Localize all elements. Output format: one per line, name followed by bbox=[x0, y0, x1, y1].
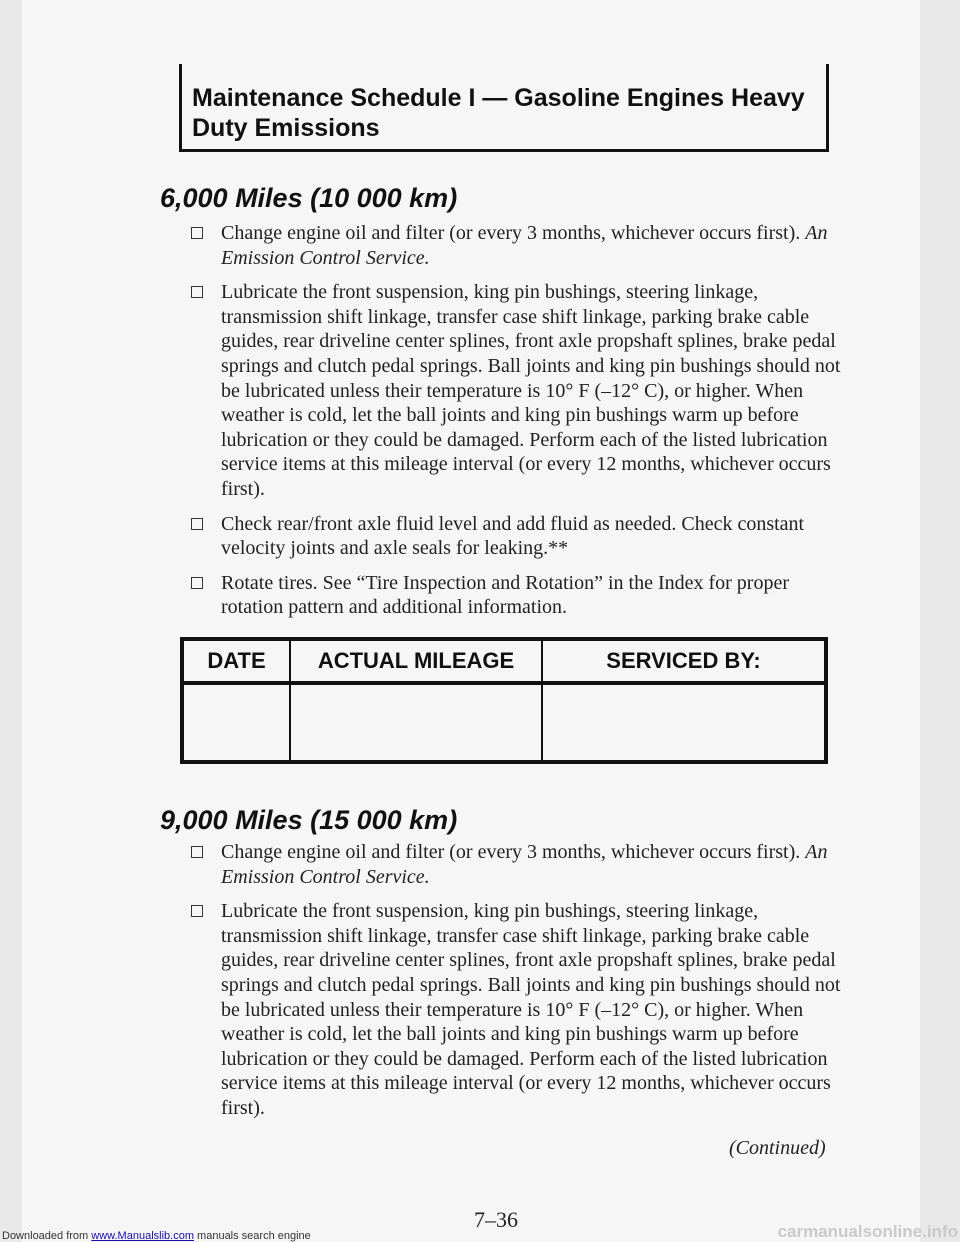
section-heading-9000: 9,000 Miles (15 000 km) bbox=[160, 805, 458, 835]
list-item: Lubricate the front suspension, king pin bushings, steering linkage, transmission shift linkage, transfer case shift linkage, parking brake cable guides, rear driveline center splines, front axle propshaft splines, brake pedal springs and clutch pedal springs. Ball joints and king pin bushings should not be lubricated unless their temperature is 10° F (–12° C), or higher. When weather is cold, let the ball joints and king pin bushings warm up before lubrication or they could be damaged. Perform each of the listed lubrication service items at this mileage interval (or every 12 months, whichever occurs first). bbox=[221, 899, 841, 1120]
list-item: Change engine oil and filter (or every 3 months, whichever occurs first). An Emission Control Service. bbox=[221, 840, 841, 889]
checkbox[interactable] bbox=[191, 905, 203, 917]
date-cell[interactable] bbox=[182, 683, 290, 762]
page-title: Maintenance Schedule I — Gasoline Engines Heavy Duty Emissions bbox=[192, 84, 805, 142]
checkbox[interactable] bbox=[191, 286, 203, 298]
page-number: 7–36 bbox=[474, 1207, 518, 1232]
checkbox[interactable] bbox=[191, 577, 203, 589]
list-item: Lubricate the front suspension, king pin bushings, steering linkage, transmission shift linkage, transfer case shift linkage, parking brake cable guides, rear driveline center splines, front axle propshaft splines, brake pedal springs and clutch pedal springs. Ball joints and king pin bushings should not be lubricated unless their temperature is 10° F (–12° C), or higher. When weather is cold, let the ball joints and king pin bushings warm up before lubrication or they could be damaged. Perform each of the listed lubrication service items at this mileage interval (or every 12 months, whichever occurs first). bbox=[221, 280, 841, 501]
service-record-table bbox=[180, 637, 828, 764]
date-column-header: DATE bbox=[182, 639, 290, 683]
manual-page bbox=[22, 0, 920, 1242]
download-footer: Downloaded from www.Manualslib.com manuals search engine bbox=[2, 1230, 311, 1242]
list-item: Change engine oil and filter (or every 3 months, whichever occurs first). An Emission Control Service. bbox=[221, 221, 841, 270]
mileage-column-header: ACTUAL MILEAGE bbox=[290, 639, 542, 683]
continued-note: (Continued) bbox=[729, 1137, 826, 1159]
checklist-6000 bbox=[221, 221, 841, 630]
checklist-9000 bbox=[221, 840, 841, 1131]
checkbox[interactable] bbox=[191, 518, 203, 530]
checkbox[interactable] bbox=[191, 846, 203, 858]
checkbox[interactable] bbox=[191, 227, 203, 239]
list-item: Check rear/front axle fluid level and add fluid as needed. Check constant velocity joints and axle seals for leaking.** bbox=[221, 512, 841, 561]
watermark: carmanualsonline.info bbox=[777, 1222, 958, 1241]
header-box bbox=[179, 64, 829, 152]
serviced-by-column-header: SERVICED BY: bbox=[542, 639, 826, 683]
list-item: Rotate tires. See “Tire Inspection and Rotation” in the Index for proper rotation pattern and additional information. bbox=[221, 571, 841, 620]
manualslib-link[interactable]: www.Manualslib.com bbox=[91, 1230, 194, 1242]
section-heading-6000: 6,000 Miles (10 000 km) bbox=[160, 183, 458, 213]
mileage-cell[interactable] bbox=[290, 683, 542, 762]
serviced-by-cell[interactable] bbox=[542, 683, 826, 762]
